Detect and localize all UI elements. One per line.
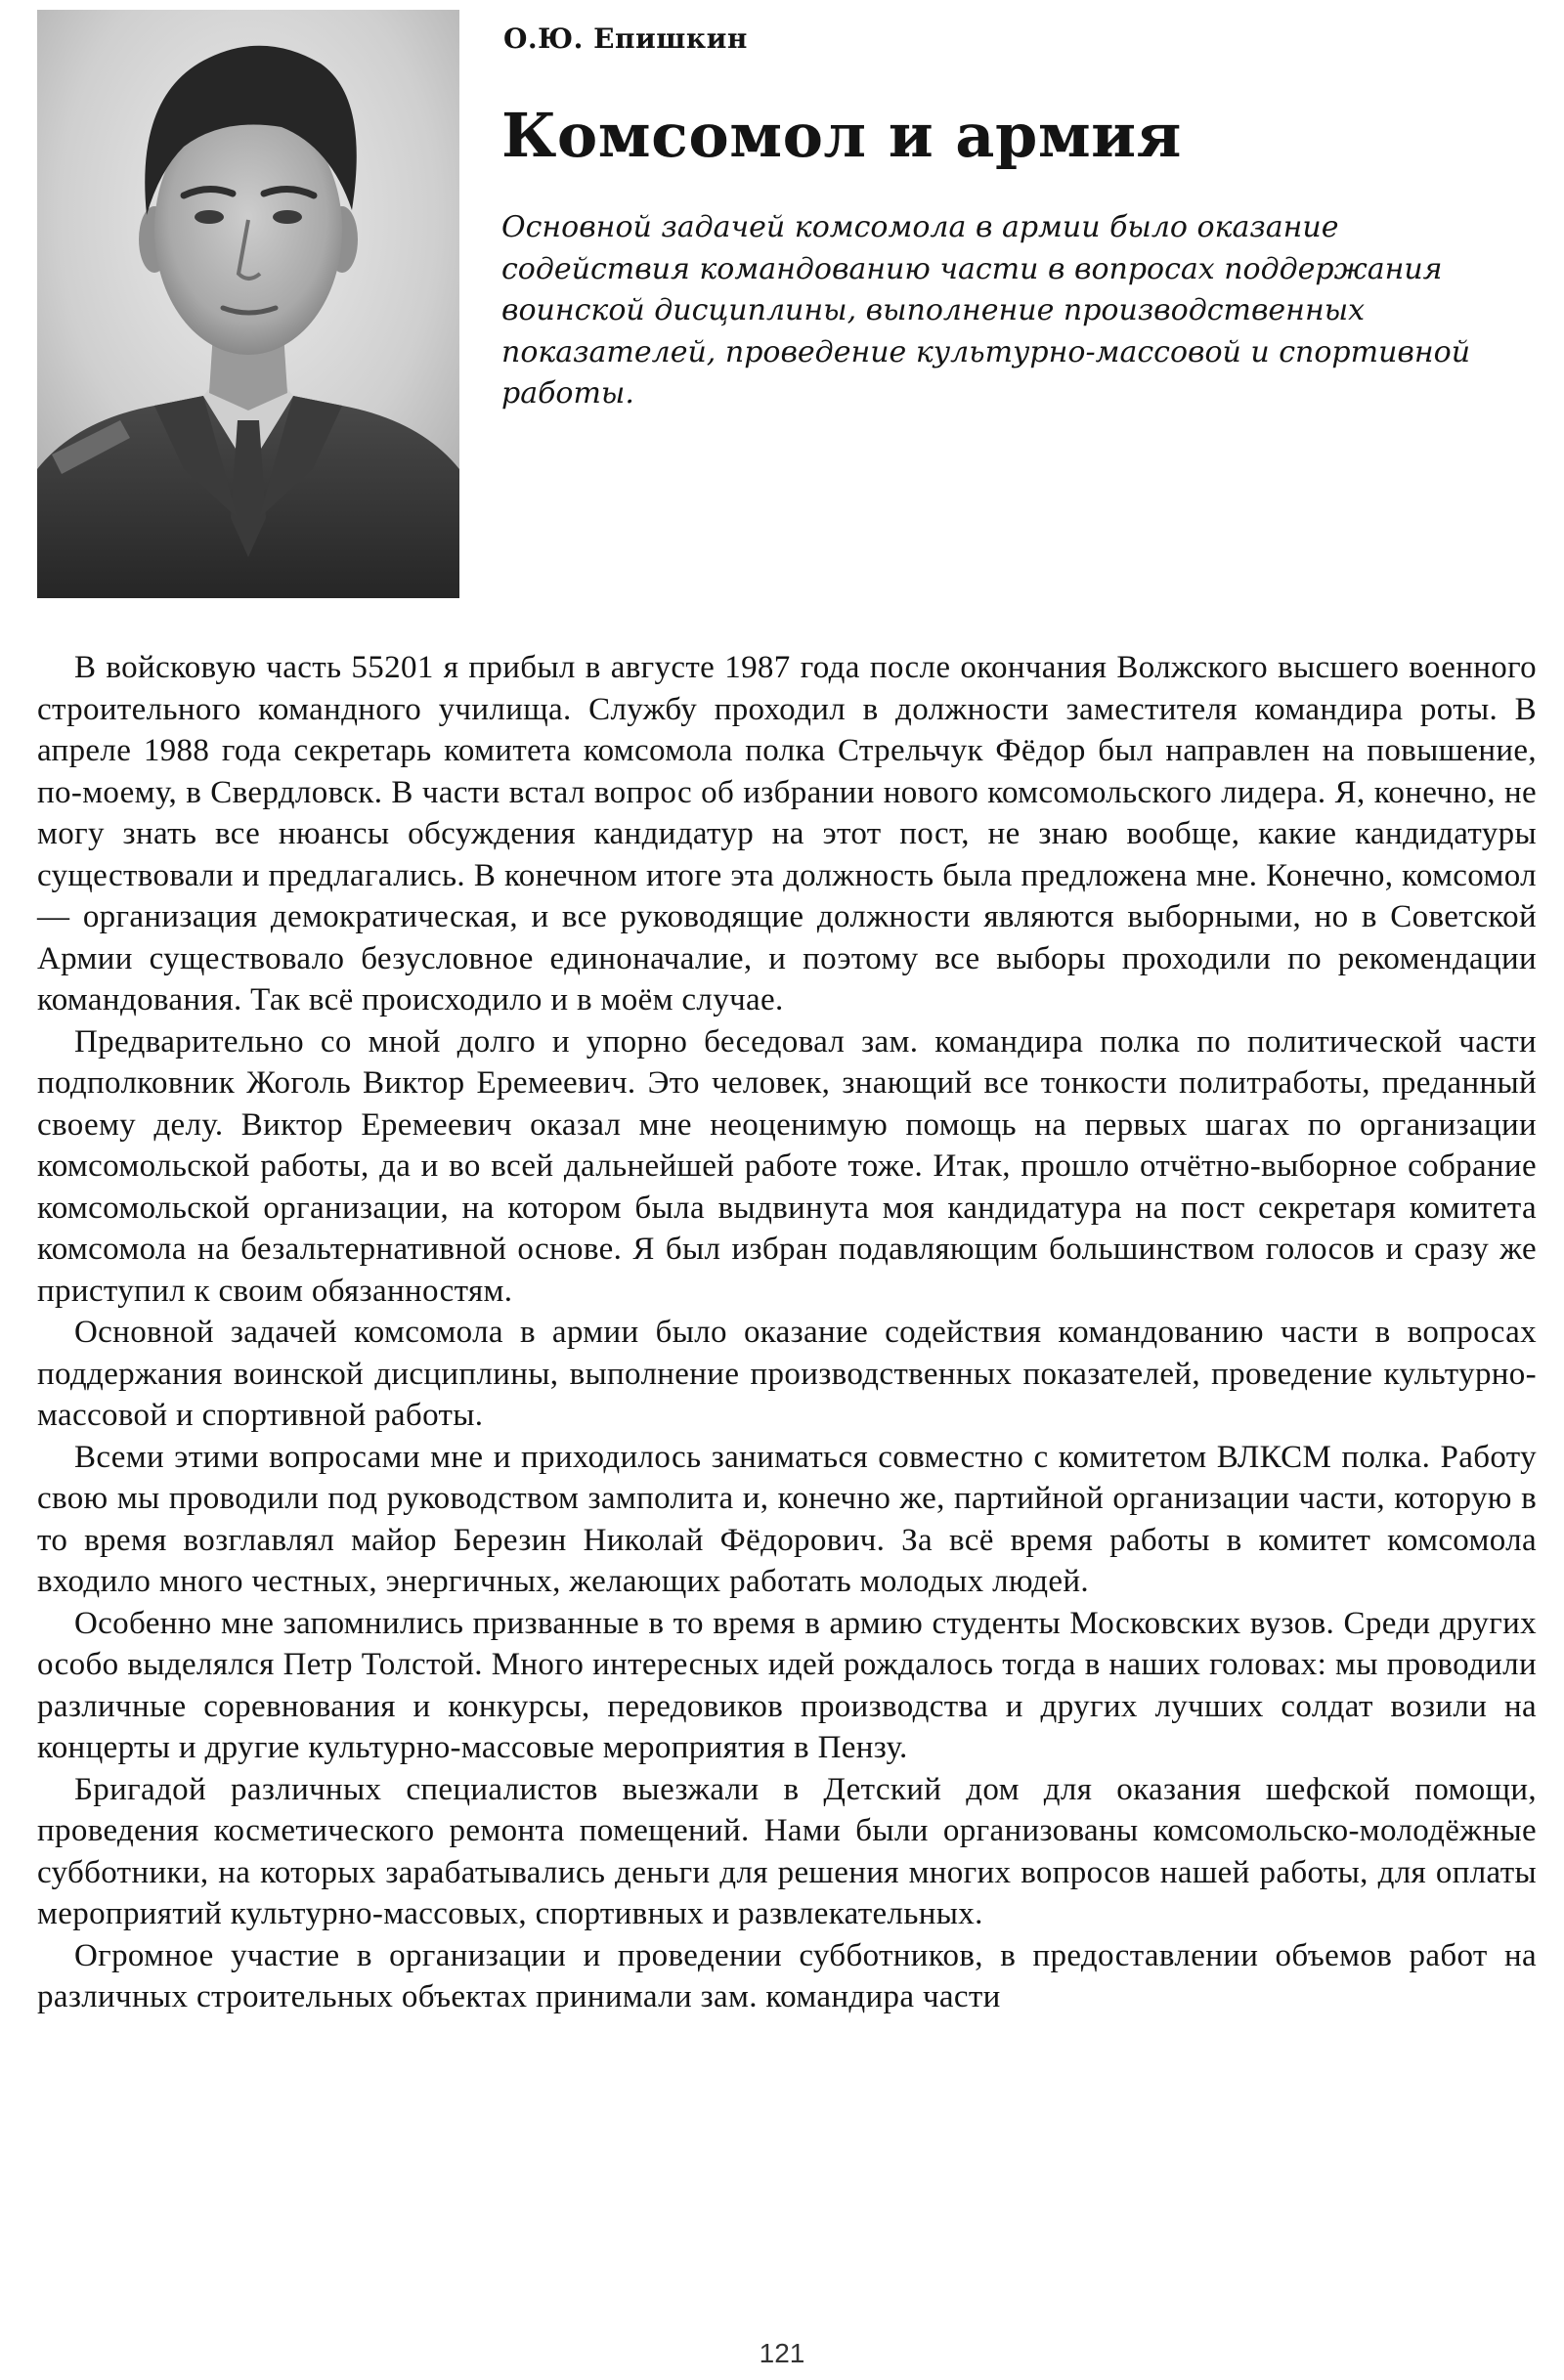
page-number: 121 — [759, 2338, 805, 2368]
article-lead: Основной задачей комсомола в армии было оказание содействия командованию части в вопросах поддержания воинской дисциплины, выполнение производственных показателей, проведение культурно-массовой и спортивной работы. — [501, 210, 1471, 411]
article-title: Комсомол и армия — [501, 100, 1182, 171]
paragraph: Основной задачей комсомола в армии было оказание содействия командованию части в вопросах поддержания воинской дисциплины, выполнение производственных показателей, проведение культурно-массовой и спортивной работы. — [37, 1315, 1537, 1433]
paragraph: Всеми этими вопросами мне и приходилось заниматься совместно с комитетом ВЛКСМ полка. Работу свою мы проводили под руководством замполита и, конечно же, партийной организации части, которую в то время возглавлял майор Березин Николай Фёдорович. За всё время работы в комитет комсомола входило много честных, энергичных, желающих работать молодых людей. — [37, 1439, 1537, 1599]
paragraph: Бригадой различных специалистов выезжали в Детский дом для оказания шефской помощи, проведения косметического ремонта помещений. Нами были организованы комсомольско-молодёжные субботники, на которых зарабатывались деньги для решения многих вопросов нашей работы, для оплаты мероприятий культурно-массовых, спортивных и развлекательных. — [37, 1771, 1537, 1931]
paragraph: Огромное участие в организации и проведении субботников, в предоставлении объемов работ на различных строительных объектах принимали зам. командира части — [37, 1937, 1537, 2014]
article-header — [501, 22, 1528, 415]
article-body — [37, 647, 1537, 2018]
paragraph: В войсковую часть 55201 я прибыл в августе 1987 года после окончания Волжского высшего военного строительного командного училища. Службу проходил в должности заместителя командира роты. В апреле 1988 года секретарь комитета комсомола полка Стрельчук Фёдор был направлен на повышение, по-моему, в Свердловск. В части встал вопрос об избрании нового комсомольского лидера. Я, конечно, не могу знать все нюансы обсуждения кандидатур на этот пост, не знаю вообще, какие кандидатуры существовали и предлагались. В конечном итоге эта должность была предложена мне. Конечно, комсомол — организация демократическая, и все руководящие должности являются выборными, но в Советской Армии существовало безусловное единоначалие, и поэтому все выборы проходили по рекомендации командования. Так всё происходило и в моём случае. — [37, 650, 1537, 1017]
author-name: О.Ю. Епишкин — [503, 22, 748, 55]
author-portrait — [37, 10, 459, 598]
paragraph: Особенно мне запомнились призванные в то время в армию студенты Московских вузов. Среди других особо выделялся Петр Толстой. Много интересных идей рождалось тогда в наших головах: мы проводили различные соревнования и конкурсы, передовиков производства и других лучших солдат возили на концерты и другие культурно-массовые мероприятия в Пензу. — [37, 1605, 1537, 1765]
paragraph: Предварительно со мной долго и упорно беседовал зам. командира полка по политической части подполковник Жоголь Виктор Еремеевич. Это человек, знающий все тонкости политработы, преданный своему делу. Виктор Еремеевич оказал мне неоценимую помощь на первых шагах по организации комсомольской работы, да и во всей дальнейшей работе тоже. Итак, прошло отчётно-выборное собрание комсомольской организации, на котором была выдвинута моя кандидатура на пост секретаря комитета комсомола на безальтернативной основе. Я был избран подавляющим большинством голосов и сразу же приступил к своим обязанностям. — [37, 1023, 1537, 1309]
